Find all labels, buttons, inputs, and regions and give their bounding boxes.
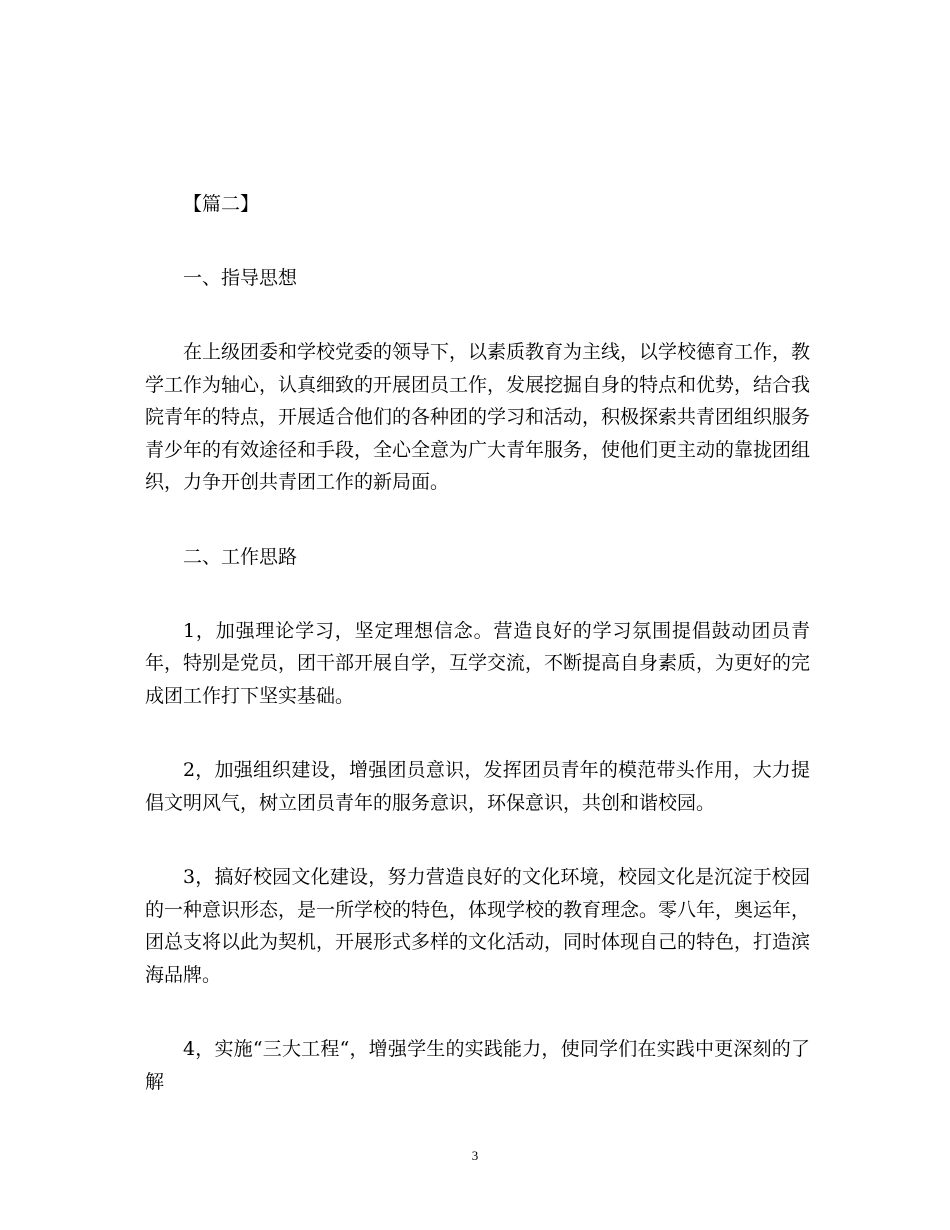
- paragraph-guiding-ideology: 在上级团委和学校党委的领导下，以素质教育为主线，以学校德育工作，教学工作为轴心，认真细致的开展团员工作，发展挖掘自身的特点和优势，结合我院青年的特点，开展适合他们的各种团的学习和活动，积极探索共青团组织服务青少年的有效途径和手段，全心全意为广大青年服务，使他们更主动的靠拢团组织，力争开创共青团工作的新局面。: [145, 341, 811, 493]
- page-content: [145, 188, 810, 1098]
- list-item-2: 2，加强组织建设，增强团员意识，发挥团员青年的模范带头作用，大力提倡文明风气，树立团员青年的服务意识，环保意识，共创和谐校园。: [145, 759, 810, 814]
- heading-guiding-ideology: 一、指导思想: [183, 267, 298, 289]
- list-item-1: 1，加强理论学习，坚定理想信念。营造良好的学习氛围提倡鼓动团员青年，特别是党员，团干部开展自学，互学交流，不断提高自身素质，为更好的完成团工作打下坚实基础。: [145, 619, 811, 707]
- list-item-3: 3，搞好校园文化建设，努力营造良好的文化环境，校园文化是沉淀于校园的一种意识形态，是一所学校的特色，体现学校的教育理念。零八年，奥运年，团总支将以此为契机，开展形式多样的文化活动，同时体现自己的特色，打造滨海品牌。: [145, 866, 811, 986]
- list-item-4: 4，实施“三大工程“，增强学生的实践能力，使同学们在实践中更深刻的了解: [145, 1038, 810, 1093]
- heading-work-ideas: 二、工作思路: [183, 545, 298, 568]
- page-number: 3: [471, 1148, 479, 1163]
- section-label: 【篇二】: [183, 193, 260, 215]
